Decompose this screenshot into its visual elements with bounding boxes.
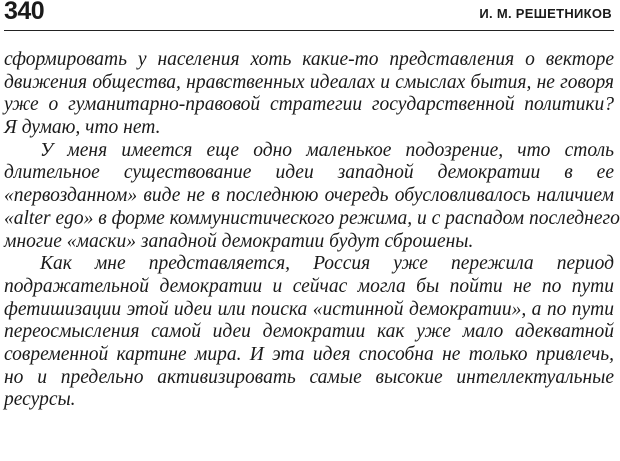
text-line: «первозданном» виде не в последнюю очередь обусловливалось наличием [4, 185, 614, 207]
text-line: но и предельно активизировать самые высокие интеллектуальные [4, 366, 614, 388]
body-text [4, 49, 620, 412]
text-line: современной картине мира. И эта идея способна не только привлечь, [4, 343, 614, 365]
text-line: сформировать у населения хоть какие-то представления о векторе [4, 49, 614, 70]
text-line: длительное существование идеи западной демократии в ее [4, 162, 614, 184]
text-line: ресурсы. [4, 389, 76, 411]
text-line: уже о гуманитарно-правовой стратегии государственной политики? [4, 94, 614, 116]
text-line: фетишизации этой идеи или поиска «истинной демократии», а по пути [4, 298, 614, 320]
text-line: Я думаю, что нет. [4, 117, 161, 139]
text-line: многие «маски» западной демократии будут сброшены. [4, 230, 474, 252]
text-line: Как мне представляется, Россия уже пережила период [40, 253, 614, 275]
text-line: У меня имеется еще одно маленькое подозрение, что столь [40, 139, 614, 161]
text-line: подражательной демократии и сейчас могла бы пойти не по пути [4, 275, 614, 297]
text-line: переосмысления самой идеи демократии как уже мало адекватной [4, 321, 614, 343]
page-number: 340 [4, 0, 45, 25]
running-header [4, 0, 614, 31]
text-line: «alter ego» в форме коммунистического режима, и с распадом последнего [4, 207, 620, 229]
running-head-author: И. М. РЕШЕТНИКОВ [479, 6, 612, 21]
text-line: движения общества, нравственных идеалах и смыслах бытия, не говоря [4, 71, 614, 93]
